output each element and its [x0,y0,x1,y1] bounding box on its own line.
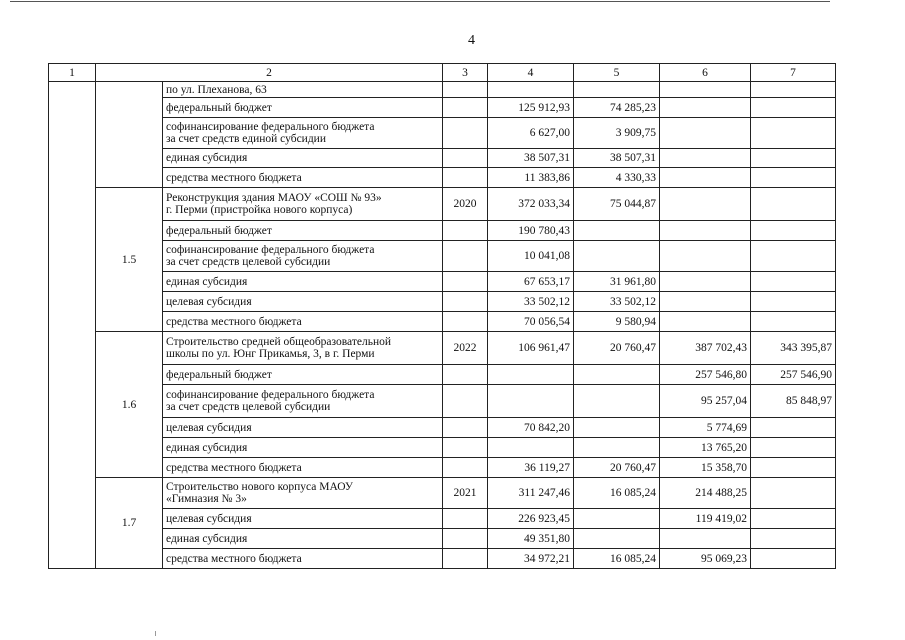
table-row [49,149,836,168]
table-row [49,418,836,438]
header-cell: 3 [443,64,488,82]
amount-cell [660,529,751,549]
amount-cell: 49 351,80 [488,529,574,549]
amount-cell [751,241,836,272]
year-cell [443,272,488,292]
amount-cell: 257 546,90 [751,365,836,385]
year-cell [443,292,488,312]
amount-cell [660,188,751,221]
amount-cell [574,365,660,385]
amount-cell: 95 257,04 [660,385,751,418]
amount-cell: 70 842,20 [488,418,574,438]
table-row [49,458,836,478]
table-row [49,241,836,272]
year-cell [443,312,488,332]
description-cell: средства местного бюджета [163,312,443,332]
amount-cell [660,82,751,98]
amount-cell: 106 961,47 [488,332,574,365]
table-row [49,509,836,529]
description-cell: средства местного бюджета [163,168,443,188]
amount-cell [660,272,751,292]
description-cell: средства местного бюджета [163,458,443,478]
top-border-line [10,1,830,2]
description-cell: федеральный бюджет [163,221,443,241]
amount-cell [660,98,751,118]
amount-cell: 74 285,23 [574,98,660,118]
header-cell: 5 [574,64,660,82]
amount-cell: 34 972,21 [488,549,574,569]
table-row [49,292,836,312]
amount-cell: 311 247,46 [488,478,574,509]
table-row [49,549,836,569]
amount-cell [574,529,660,549]
year-cell [443,438,488,458]
year-cell [443,241,488,272]
amount-cell: 10 041,08 [488,241,574,272]
amount-cell [751,188,836,221]
description-cell: Строительство средней общеобразовательной школы по ул. Юнг Прикамья, 3, в г. Перми [163,332,443,365]
year-cell [443,149,488,168]
year-cell [443,118,488,149]
year-cell: 2021 [443,478,488,509]
amount-cell: 75 044,87 [574,188,660,221]
amount-cell: 38 507,31 [574,149,660,168]
amount-cell [574,241,660,272]
year-cell [443,458,488,478]
amount-cell [488,438,574,458]
amount-cell [574,509,660,529]
amount-cell: 6 627,00 [488,118,574,149]
amount-cell: 226 923,45 [488,509,574,529]
description-cell: целевая субсидия [163,418,443,438]
description-cell: Строительство нового корпуса МАОУ «Гимназия № 3» [163,478,443,509]
amount-cell: 85 848,97 [751,385,836,418]
amount-cell: 125 912,93 [488,98,574,118]
amount-cell: 20 760,47 [574,332,660,365]
table-row [49,221,836,241]
table-row [49,385,836,418]
table-row [49,478,836,509]
amount-cell [751,549,836,569]
amount-cell: 343 395,87 [751,332,836,365]
table-row [49,438,836,458]
amount-cell [660,221,751,241]
amount-cell: 38 507,31 [488,149,574,168]
item-number-cell: 1.7 [96,478,163,569]
amount-cell [751,418,836,438]
amount-cell [751,478,836,509]
amount-cell: 33 502,12 [574,292,660,312]
item-number-cell [96,82,163,188]
description-cell: Реконструкция здания МАОУ «СОШ № 93» г. Перми (пристройка нового корпуса) [163,188,443,221]
description-cell: целевая субсидия [163,509,443,529]
amount-cell: 31 961,80 [574,272,660,292]
amount-cell [488,385,574,418]
table-row [49,365,836,385]
header-cell: 7 [751,64,836,82]
amount-cell: 36 119,27 [488,458,574,478]
amount-cell [574,418,660,438]
year-cell [443,221,488,241]
year-cell [443,365,488,385]
amount-cell [574,438,660,458]
description-cell: софинансирование федерального бюджета за счет средств единой субсидии [163,118,443,149]
table-body [49,64,836,569]
year-cell [443,549,488,569]
description-cell: единая субсидия [163,438,443,458]
amount-cell: 119 419,02 [660,509,751,529]
amount-cell: 16 085,24 [574,549,660,569]
amount-cell: 3 909,75 [574,118,660,149]
amount-cell [751,438,836,458]
amount-cell: 20 760,47 [574,458,660,478]
table-row [49,529,836,549]
amount-cell [488,82,574,98]
amount-cell [660,292,751,312]
amount-cell [751,221,836,241]
amount-cell [660,241,751,272]
table-row [49,118,836,149]
year-cell [443,98,488,118]
description-cell: единая субсидия [163,149,443,168]
amount-cell [660,149,751,168]
description-cell: целевая субсидия [163,292,443,312]
description-cell: средства местного бюджета [163,549,443,569]
header-cell: 2 [96,64,443,82]
amount-cell: 95 069,23 [660,549,751,569]
amount-cell [660,168,751,188]
table-row [49,168,836,188]
amount-cell [751,98,836,118]
item-number-cell: 1.6 [96,332,163,478]
scan-mark [155,631,156,636]
amount-cell [660,118,751,149]
amount-cell [751,168,836,188]
amount-cell [574,221,660,241]
year-cell [443,418,488,438]
table-row [49,82,836,98]
table-row [49,98,836,118]
amount-cell [751,149,836,168]
amount-cell: 214 488,25 [660,478,751,509]
amount-cell: 11 383,86 [488,168,574,188]
amount-cell: 4 330,33 [574,168,660,188]
amount-cell [751,292,836,312]
description-cell: единая субсидия [163,529,443,549]
amount-cell: 257 546,80 [660,365,751,385]
table-row [49,188,836,221]
amount-cell: 33 502,12 [488,292,574,312]
amount-cell [751,509,836,529]
amount-cell: 15 358,70 [660,458,751,478]
table-header-row [49,64,836,82]
amount-cell: 16 085,24 [574,478,660,509]
amount-cell: 190 780,43 [488,221,574,241]
amount-cell: 387 702,43 [660,332,751,365]
amount-cell [751,82,836,98]
amount-cell [751,118,836,149]
header-cell: 6 [660,64,751,82]
header-cell: 4 [488,64,574,82]
item-number-cell: 1.5 [96,188,163,332]
budget-table [48,63,836,569]
description-cell: по ул. Плеханова, 63 [163,82,443,98]
amount-cell [660,312,751,332]
amount-cell: 9 580,94 [574,312,660,332]
amount-cell [751,529,836,549]
year-cell: 2022 [443,332,488,365]
description-cell: федеральный бюджет [163,98,443,118]
description-cell: софинансирование федерального бюджета за счет средств целевой субсидии [163,385,443,418]
year-cell [443,509,488,529]
amount-cell: 372 033,34 [488,188,574,221]
year-cell [443,82,488,98]
table-row [49,332,836,365]
amount-cell: 70 056,54 [488,312,574,332]
year-cell [443,529,488,549]
amount-cell [751,458,836,478]
amount-cell [488,365,574,385]
header-cell: 1 [49,64,96,82]
amount-cell: 67 653,17 [488,272,574,292]
page-number: 4 [468,33,475,48]
table-row [49,312,836,332]
amount-cell [574,82,660,98]
amount-cell [574,385,660,418]
col1-cell [49,82,96,569]
year-cell: 2020 [443,188,488,221]
year-cell [443,385,488,418]
amount-cell [751,272,836,292]
description-cell: софинансирование федерального бюджета за счет средств целевой субсидии [163,241,443,272]
year-cell [443,168,488,188]
table-row [49,272,836,292]
description-cell: единая субсидия [163,272,443,292]
amount-cell [751,312,836,332]
description-cell: федеральный бюджет [163,365,443,385]
amount-cell: 5 774,69 [660,418,751,438]
amount-cell: 13 765,20 [660,438,751,458]
